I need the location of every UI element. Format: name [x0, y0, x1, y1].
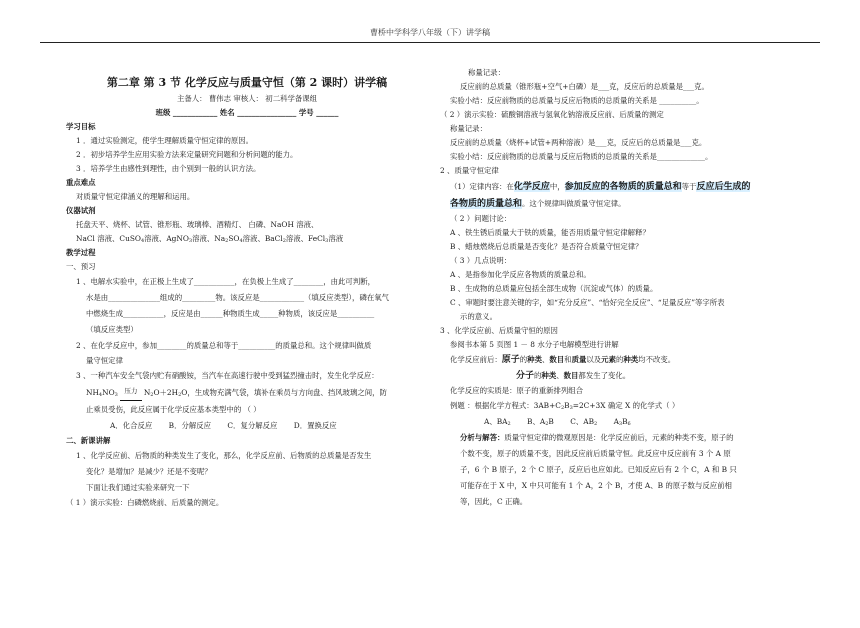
summary-line: 实验小结：反应前物质的总质量与反应后物质的总质量的关系是 __________。 — [450, 96, 704, 105]
record-label: 称量记录： — [450, 124, 487, 133]
record-line: 反应前的总质量（锥形瓶+空气+白磷）是___克，反应后的总质量是___克。 — [460, 82, 709, 91]
question-3-line: 止乘员受伤，此反应属于化学反应基本类型中的 （ ） — [86, 405, 261, 414]
essence-line: 化学反应的实质是：原子的重新排列组合 — [450, 386, 584, 395]
analysis-label: 分析与解答： — [460, 433, 505, 442]
text: O＋2H — [153, 388, 179, 397]
subscript: 3 — [114, 392, 118, 398]
text: 分子 — [516, 371, 535, 381]
analysis-line: 等，因此，C 正确。 — [460, 497, 528, 506]
analysis-line: 可能存在于 X 中，X 中只可能有 1 个 A，2 个 B，才使 A、B 的原子数与反应前相 — [460, 481, 732, 490]
reason-heading: 3 、化学反应前、后质量守恒的原因 — [440, 326, 558, 335]
objectives-heading: 学习目标 — [66, 122, 96, 131]
text: 数目 — [549, 355, 565, 364]
reaction-arrow — [118, 387, 144, 404]
text: 化学反应前后： — [450, 355, 502, 364]
molecules-line — [440, 368, 800, 384]
subscript: 4 — [140, 238, 145, 244]
question-1-line: 中燃烧生成___________，反应是由______种物质生成_____种物质，该反应是__________ — [86, 309, 375, 318]
process-heading: 教学过程 — [66, 248, 96, 257]
example-question — [440, 398, 800, 414]
new-lesson-heading: 二、新课讲解 — [66, 436, 111, 445]
example-options — [440, 414, 800, 430]
text: 数目 — [563, 371, 579, 380]
subscript: 2 — [178, 392, 182, 398]
question-1-line: 1 、电解水实验中，在正极上生成了___________，在负极上生成了________，由此可判断， — [76, 277, 375, 286]
text: （1）定律内容：在 — [450, 182, 514, 191]
text: B — [564, 401, 570, 410]
note-item: B 、生成物的总质量应包括全部生成物（沉淀或气体）的质量。 — [450, 284, 658, 293]
text: 种类 — [623, 355, 639, 364]
option-c: C．复分解反应 — [227, 421, 278, 430]
subscript: 4 — [98, 392, 103, 398]
objective-item: 1 ．通过实验测定，使学生理解质量守恒定律的原因。 — [76, 136, 254, 145]
discussion-item: A 、铁生锈后质量大于铁的质量，能否用质量守恒定律解释？ — [450, 228, 650, 237]
text: 的 — [519, 355, 528, 364]
text: 种类 — [541, 371, 557, 380]
text: 反应后生成的 — [696, 182, 751, 192]
right-column — [440, 66, 800, 510]
analysis-line: 个数不变，原子的质量不变，因此反应前后质量守恒。此反应中反应前有 3 个 A 原 — [460, 449, 731, 458]
text: N — [143, 388, 151, 397]
subscript: 2 — [150, 392, 154, 398]
question-3-line: 3 、一种汽车安全气袋内贮有硝酸铵，当汽车在高速行驶中受到猛烈撞击时，发生化学反应： — [76, 371, 379, 380]
text: 溶液、FeCl — [285, 234, 326, 243]
subscript: 3 — [569, 405, 573, 411]
text: 都发生了变化。 — [578, 371, 631, 380]
key-points-text: 对质量守恒定律涵义的理解和运用。 — [76, 192, 195, 201]
objective-item: 3 ．培养学生由感性到理性，由个别到一般的认识方法。 — [76, 164, 261, 173]
arrow-label: 压力 — [124, 387, 138, 395]
subscript: 3 — [188, 238, 193, 244]
page-header: 曹桥中学科学八年级（下）讲学稿 — [40, 24, 820, 43]
text: 、 — [541, 355, 550, 364]
text: B — [548, 417, 554, 426]
option-d: D．置换反应 — [293, 421, 337, 430]
text: 均不改变。 — [638, 355, 676, 364]
subscript: 2 — [507, 421, 511, 427]
subscript: 2 — [545, 421, 549, 427]
subscript: 2 — [594, 421, 598, 427]
text: A、BA — [484, 417, 508, 426]
text: 种类 — [527, 355, 542, 364]
apparatus-line-1: 托盘天平、烧杯、试管、锥形瓶、玻璃棒、酒精灯、 白磷、NaOH 溶液、 — [76, 220, 319, 229]
question-2-line: 2 、在化学反应中，参加________的质量总和等于__________的质量总和。这个规律叫做质 — [76, 341, 372, 350]
text: =2C+3X 确定 X 的化学式（ ） — [572, 401, 680, 410]
note-item-continued: 示的意义。 — [460, 312, 497, 321]
text: B — [622, 417, 628, 426]
question-3-options — [66, 418, 428, 434]
note-item: A 、是指参加化学反应各物质的质量总和。 — [450, 270, 591, 279]
new-lesson-line: 下面让我们通过实验来研究一下 — [86, 483, 190, 492]
page-title: 第二章 第 3 节 化学反应与质量守恒（第 2 课时）讲学稿 — [106, 76, 388, 89]
analysis-line: 子，6 个 B 原子，2 个 C 原子，反应后也应如此。已知反应后有 2 个 C，A 和 B 只 — [460, 465, 737, 474]
reason-line: 参阅书本第 5 页图 1 － 8 水分子电解模型进行讲解 — [450, 340, 619, 349]
record-line: 反应前的总质量（烧杯+试管+两种溶液）是___克，反应后的总质量是___克。 — [450, 138, 707, 147]
record-label: 称量记录： — [468, 68, 505, 77]
subscript: 2 — [560, 405, 565, 411]
note-item: C 、审题时要注意关键的字，如“充分反应”、“恰好完全反应”、“足量反应”等字所表 — [450, 298, 725, 307]
key-points-heading: 重点难点 — [66, 178, 96, 187]
law-content-line-2 — [440, 195, 800, 212]
text: 参加反应的各物质的质量总和 — [564, 182, 682, 192]
option-a: A．化合反应 — [110, 421, 153, 430]
subscript: 2 — [225, 238, 229, 244]
arrow-line — [120, 400, 142, 401]
text: 质量 — [571, 355, 587, 364]
text: 。这个规律叫做质量守恒定律。 — [522, 199, 626, 208]
text: C、AB — [570, 417, 595, 426]
analysis-line — [440, 430, 800, 446]
text: 化学反应 — [513, 182, 550, 192]
law-content-line-1 — [440, 178, 800, 195]
text: A — [613, 417, 619, 426]
text: 中， — [549, 182, 565, 191]
subscript: 3 — [325, 238, 329, 244]
text: 原子 — [501, 355, 520, 365]
atoms-line — [440, 352, 800, 368]
text: NaCl 溶液、CuSO — [76, 234, 141, 243]
text: 、 — [556, 371, 564, 380]
text: 等于 — [681, 182, 697, 191]
text: 以及 — [586, 355, 602, 364]
text: 例题 ：根据化学方程式：3AB+C — [450, 401, 561, 410]
text: 溶液、BaCl — [242, 234, 283, 243]
option-b: B．分解反应 — [168, 421, 212, 430]
left-column — [66, 66, 428, 510]
question-1-line: 水是由______________组成的_________物。该反应是____________（填反应类型），磷在氧气 — [86, 293, 390, 302]
text: SO — [228, 234, 240, 243]
question-1-line: （填反应类型） — [86, 325, 138, 334]
text: 溶液 — [328, 234, 344, 243]
class-name-id-line: 班级 ____________ 姓名 ________________ 学号 ______ — [155, 108, 339, 117]
text: 质量守恒定律的微观原因是：化学反应前后，元素的种类不变，原子的 — [504, 433, 734, 442]
apparatus-heading: 仪器试剂 — [66, 206, 96, 215]
text: 的 — [615, 355, 624, 364]
text: B、A — [527, 417, 546, 426]
new-lesson-line: 1 、化学反应前、后物质的种类发生了变化，那么，化学反应前、后物质的总质量是否发生 — [76, 451, 372, 460]
subscript: 4 — [239, 238, 243, 244]
discussion-heading: （ 2 ）问题讨论： — [450, 214, 512, 223]
apparatus-line-2 — [66, 232, 428, 246]
new-lesson-line: （ 1 ）演示实验：白磷燃烧前、后质量的测定。 — [66, 498, 224, 507]
discussion-item: B 、蜡烛燃烧后总质量是否变化？是否符合质量守恒定律？ — [450, 242, 643, 251]
question-3-equation — [66, 384, 428, 402]
text: 元素 — [601, 355, 616, 364]
law-heading: 2 、质量守恒定律 — [440, 166, 499, 175]
experiment-2-heading: （ 2 ）演示实验：硫酸铜溶液与氢氧化钠溶液反应前、后质量的测定 — [440, 110, 664, 119]
preview-heading: 一、预习 — [66, 262, 96, 271]
text: NH — [86, 388, 99, 397]
notes-heading: （ 3 ）几点说明： — [450, 256, 512, 265]
subscript: 2 — [282, 238, 286, 244]
authors-line: 主备人： 曹伟志 审核人： 初二科学备课组 — [176, 94, 318, 103]
objective-item: 2 ．初步培养学生应用实验方法来定量研究问题和分析问题的能力。 — [76, 150, 298, 159]
text: 和 — [564, 355, 572, 364]
text: 的 — [534, 371, 542, 380]
text: 溶液、Na — [192, 234, 226, 243]
subscript: 6 — [627, 421, 631, 427]
new-lesson-line: 变化？是增加？是减少？还是不变呢？ — [86, 467, 212, 476]
summary-line: 实验小结：反应前物质的总质量与反应后物质的总质量的关系是_____________。 — [450, 152, 713, 161]
text: NO — [102, 388, 115, 397]
text: 各物质的质量总和 — [450, 199, 523, 209]
question-2-line: 量守恒定律 — [86, 356, 123, 365]
text: 溶液、AgNO — [144, 234, 189, 243]
text: O，生成物充满气袋，填补在乘员与方向盘、挡风玻璃之间，防 — [181, 388, 387, 397]
subscript: 3 — [618, 421, 623, 427]
